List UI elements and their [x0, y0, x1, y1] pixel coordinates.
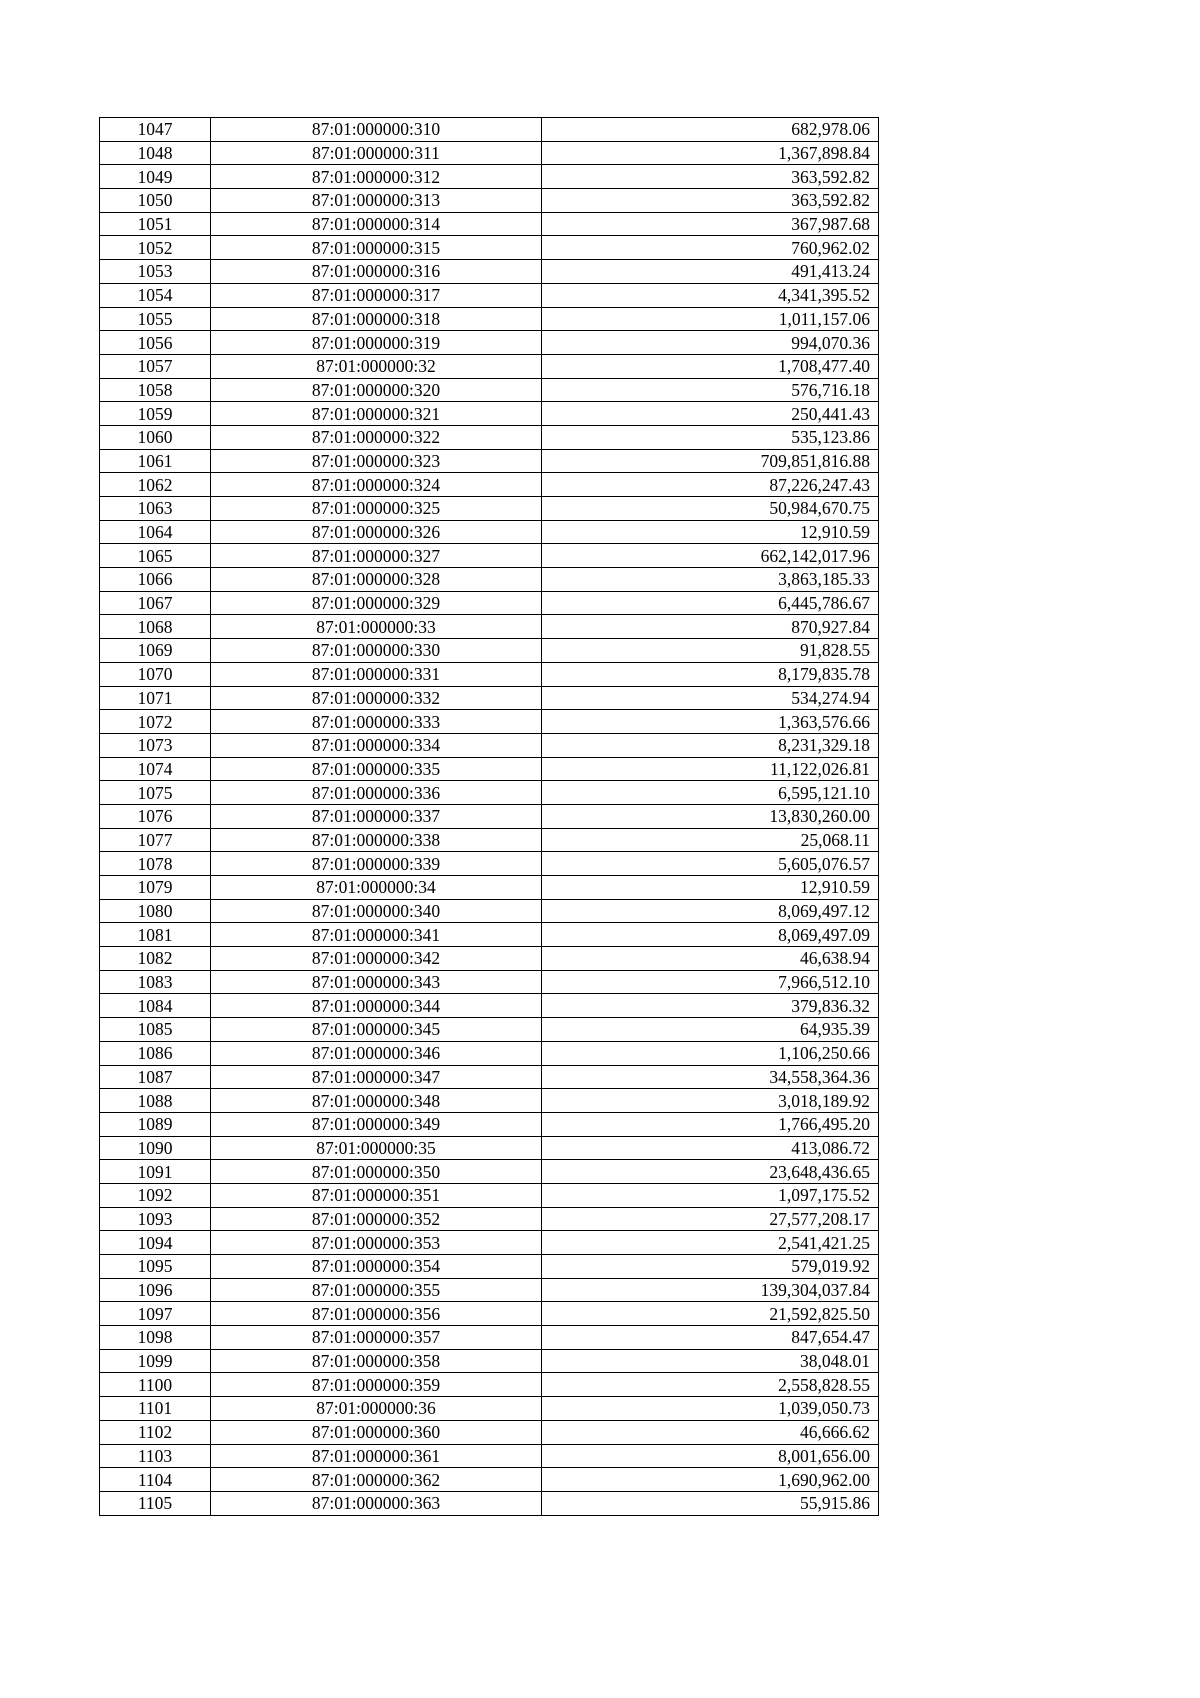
- table-row: [100, 947, 879, 971]
- cadastral-number-cell: 87:01:000000:348: [211, 1089, 542, 1113]
- cadastral-number-cell: 87:01:000000:352: [211, 1207, 542, 1231]
- row-number-cell: 1102: [100, 1420, 211, 1444]
- row-number-cell: 1101: [100, 1397, 211, 1421]
- value-cell: 847,654.47: [542, 1326, 879, 1350]
- table-row: [100, 354, 879, 378]
- row-number-cell: 1074: [100, 757, 211, 781]
- row-number-cell: 1082: [100, 947, 211, 971]
- value-cell: 6,595,121.10: [542, 781, 879, 805]
- table-row: [100, 899, 879, 923]
- table-row: [100, 970, 879, 994]
- table-row: [100, 1041, 879, 1065]
- value-cell: 682,978.06: [542, 118, 879, 142]
- value-cell: 7,966,512.10: [542, 970, 879, 994]
- value-cell: 34,558,364.36: [542, 1065, 879, 1089]
- cadastral-number-cell: 87:01:000000:350: [211, 1160, 542, 1184]
- cadastral-number-cell: 87:01:000000:322: [211, 425, 542, 449]
- row-number-cell: 1099: [100, 1349, 211, 1373]
- cadastral-number-cell: 87:01:000000:343: [211, 970, 542, 994]
- value-cell: 363,592.82: [542, 189, 879, 213]
- value-cell: 1,690,962.00: [542, 1468, 879, 1492]
- value-cell: 534,274.94: [542, 686, 879, 710]
- row-number-cell: 1064: [100, 520, 211, 544]
- table-row: [100, 804, 879, 828]
- cadastral-number-cell: 87:01:000000:324: [211, 473, 542, 497]
- cadastral-number-cell: 87:01:000000:326: [211, 520, 542, 544]
- table-row: [100, 591, 879, 615]
- row-number-cell: 1071: [100, 686, 211, 710]
- table-row: [100, 1207, 879, 1231]
- table-row: [100, 1018, 879, 1042]
- table-row: [100, 165, 879, 189]
- table-row: [100, 1491, 879, 1515]
- cadastral-number-cell: 87:01:000000:321: [211, 402, 542, 426]
- table-row: [100, 781, 879, 805]
- table-row: [100, 425, 879, 449]
- row-number-cell: 1070: [100, 662, 211, 686]
- value-cell: 8,231,329.18: [542, 733, 879, 757]
- table-row: [100, 1065, 879, 1089]
- cadastral-number-cell: 87:01:000000:323: [211, 449, 542, 473]
- value-cell: 1,106,250.66: [542, 1041, 879, 1065]
- cadastral-number-cell: 87:01:000000:333: [211, 710, 542, 734]
- table-row: [100, 402, 879, 426]
- value-cell: 1,363,576.66: [542, 710, 879, 734]
- cadastral-number-cell: 87:01:000000:336: [211, 781, 542, 805]
- value-cell: 25,068.11: [542, 828, 879, 852]
- row-number-cell: 1094: [100, 1231, 211, 1255]
- row-number-cell: 1049: [100, 165, 211, 189]
- value-cell: 379,836.32: [542, 994, 879, 1018]
- row-number-cell: 1067: [100, 591, 211, 615]
- cadastral-number-cell: 87:01:000000:344: [211, 994, 542, 1018]
- row-number-cell: 1055: [100, 307, 211, 331]
- value-cell: 2,541,421.25: [542, 1231, 879, 1255]
- table-row: [100, 1444, 879, 1468]
- cadastral-number-cell: 87:01:000000:357: [211, 1326, 542, 1350]
- row-number-cell: 1077: [100, 828, 211, 852]
- table-body: [100, 118, 879, 1516]
- table-row: [100, 710, 879, 734]
- cadastral-number-cell: 87:01:000000:320: [211, 378, 542, 402]
- table-row: [100, 1255, 879, 1279]
- table-row: [100, 757, 879, 781]
- table-row: [100, 639, 879, 663]
- row-number-cell: 1047: [100, 118, 211, 142]
- table-row: [100, 378, 879, 402]
- cadastral-number-cell: 87:01:000000:362: [211, 1468, 542, 1492]
- row-number-cell: 1086: [100, 1041, 211, 1065]
- cadastral-number-cell: 87:01:000000:341: [211, 923, 542, 947]
- row-number-cell: 1054: [100, 283, 211, 307]
- value-cell: 11,122,026.81: [542, 757, 879, 781]
- row-number-cell: 1087: [100, 1065, 211, 1089]
- cadastral-number-cell: 87:01:000000:317: [211, 283, 542, 307]
- row-number-cell: 1104: [100, 1468, 211, 1492]
- value-cell: 38,048.01: [542, 1349, 879, 1373]
- cadastral-number-cell: 87:01:000000:360: [211, 1420, 542, 1444]
- value-cell: 50,984,670.75: [542, 497, 879, 521]
- row-number-cell: 1073: [100, 733, 211, 757]
- value-cell: 13,830,260.00: [542, 804, 879, 828]
- table-row: [100, 1420, 879, 1444]
- row-number-cell: 1072: [100, 710, 211, 734]
- cadastral-number-cell: 87:01:000000:345: [211, 1018, 542, 1042]
- row-number-cell: 1050: [100, 189, 211, 213]
- value-cell: 250,441.43: [542, 402, 879, 426]
- cadastral-number-cell: 87:01:000000:342: [211, 947, 542, 971]
- value-cell: 12,910.59: [542, 520, 879, 544]
- row-number-cell: 1103: [100, 1444, 211, 1468]
- table-row: [100, 1136, 879, 1160]
- value-cell: 46,666.62: [542, 1420, 879, 1444]
- cadastral-number-cell: 87:01:000000:316: [211, 260, 542, 284]
- row-number-cell: 1068: [100, 615, 211, 639]
- table-row: [100, 449, 879, 473]
- cadastral-number-cell: 87:01:000000:363: [211, 1491, 542, 1515]
- row-number-cell: 1098: [100, 1326, 211, 1350]
- value-cell: 87,226,247.43: [542, 473, 879, 497]
- cadastral-number-cell: 87:01:000000:319: [211, 331, 542, 355]
- value-cell: 535,123.86: [542, 425, 879, 449]
- cadastral-number-cell: 87:01:000000:34: [211, 876, 542, 900]
- value-cell: 1,708,477.40: [542, 354, 879, 378]
- row-number-cell: 1096: [100, 1278, 211, 1302]
- row-number-cell: 1056: [100, 331, 211, 355]
- value-cell: 55,915.86: [542, 1491, 879, 1515]
- value-cell: 8,069,497.09: [542, 923, 879, 947]
- table-row: [100, 994, 879, 1018]
- row-number-cell: 1089: [100, 1112, 211, 1136]
- value-cell: 1,367,898.84: [542, 141, 879, 165]
- cadastral-number-cell: 87:01:000000:347: [211, 1065, 542, 1089]
- row-number-cell: 1058: [100, 378, 211, 402]
- value-cell: 12,910.59: [542, 876, 879, 900]
- row-number-cell: 1079: [100, 876, 211, 900]
- document-page: [99, 117, 879, 1516]
- cadastral-number-cell: 87:01:000000:351: [211, 1183, 542, 1207]
- row-number-cell: 1059: [100, 402, 211, 426]
- cadastral-number-cell: 87:01:000000:330: [211, 639, 542, 663]
- table-row: [100, 1112, 879, 1136]
- row-number-cell: 1052: [100, 236, 211, 260]
- cadastral-number-cell: 87:01:000000:332: [211, 686, 542, 710]
- cadastral-number-cell: 87:01:000000:356: [211, 1302, 542, 1326]
- table-row: [100, 544, 879, 568]
- row-number-cell: 1088: [100, 1089, 211, 1113]
- value-cell: 491,413.24: [542, 260, 879, 284]
- cadastral-number-cell: 87:01:000000:340: [211, 899, 542, 923]
- table-row: [100, 283, 879, 307]
- cadastral-number-cell: 87:01:000000:335: [211, 757, 542, 781]
- table-row: [100, 662, 879, 686]
- cadastral-number-cell: 87:01:000000:334: [211, 733, 542, 757]
- value-cell: 662,142,017.96: [542, 544, 879, 568]
- cadastral-number-cell: 87:01:000000:359: [211, 1373, 542, 1397]
- value-cell: 367,987.68: [542, 212, 879, 236]
- row-number-cell: 1051: [100, 212, 211, 236]
- cadastral-number-cell: 87:01:000000:337: [211, 804, 542, 828]
- cadastral-number-cell: 87:01:000000:361: [211, 1444, 542, 1468]
- value-cell: 8,179,835.78: [542, 662, 879, 686]
- row-number-cell: 1061: [100, 449, 211, 473]
- value-cell: 413,086.72: [542, 1136, 879, 1160]
- cadastral-number-cell: 87:01:000000:338: [211, 828, 542, 852]
- value-cell: 870,927.84: [542, 615, 879, 639]
- cadastral-number-cell: 87:01:000000:32: [211, 354, 542, 378]
- cadastral-number-cell: 87:01:000000:318: [211, 307, 542, 331]
- table-row: [100, 1397, 879, 1421]
- value-cell: 576,716.18: [542, 378, 879, 402]
- value-cell: 5,605,076.57: [542, 852, 879, 876]
- row-number-cell: 1081: [100, 923, 211, 947]
- value-cell: 709,851,816.88: [542, 449, 879, 473]
- table-row: [100, 1349, 879, 1373]
- cadastral-number-cell: 87:01:000000:311: [211, 141, 542, 165]
- value-cell: 91,828.55: [542, 639, 879, 663]
- cadastral-number-cell: 87:01:000000:358: [211, 1349, 542, 1373]
- table-row: [100, 1468, 879, 1492]
- table-row: [100, 1302, 879, 1326]
- cadastral-number-cell: 87:01:000000:339: [211, 852, 542, 876]
- cadastral-number-cell: 87:01:000000:313: [211, 189, 542, 213]
- value-cell: 8,069,497.12: [542, 899, 879, 923]
- cadastral-number-cell: 87:01:000000:327: [211, 544, 542, 568]
- table-row: [100, 307, 879, 331]
- table-row: [100, 568, 879, 592]
- row-number-cell: 1060: [100, 425, 211, 449]
- table-row: [100, 236, 879, 260]
- value-cell: 46,638.94: [542, 947, 879, 971]
- cadastral-number-cell: 87:01:000000:353: [211, 1231, 542, 1255]
- value-cell: 2,558,828.55: [542, 1373, 879, 1397]
- row-number-cell: 1069: [100, 639, 211, 663]
- value-cell: 994,070.36: [542, 331, 879, 355]
- table-row: [100, 212, 879, 236]
- row-number-cell: 1065: [100, 544, 211, 568]
- cadastral-number-cell: 87:01:000000:329: [211, 591, 542, 615]
- table-row: [100, 141, 879, 165]
- value-cell: 3,863,185.33: [542, 568, 879, 592]
- row-number-cell: 1063: [100, 497, 211, 521]
- cadastral-number-cell: 87:01:000000:355: [211, 1278, 542, 1302]
- row-number-cell: 1085: [100, 1018, 211, 1042]
- table-row: [100, 1373, 879, 1397]
- value-cell: 27,577,208.17: [542, 1207, 879, 1231]
- cadastral-number-cell: 87:01:000000:354: [211, 1255, 542, 1279]
- row-number-cell: 1066: [100, 568, 211, 592]
- table-row: [100, 260, 879, 284]
- table-row: [100, 852, 879, 876]
- cadastral-number-cell: 87:01:000000:314: [211, 212, 542, 236]
- row-number-cell: 1062: [100, 473, 211, 497]
- cadastral-value-table: [99, 117, 879, 1516]
- cadastral-number-cell: 87:01:000000:312: [211, 165, 542, 189]
- value-cell: 1,766,495.20: [542, 1112, 879, 1136]
- table-row: [100, 1231, 879, 1255]
- value-cell: 1,039,050.73: [542, 1397, 879, 1421]
- value-cell: 139,304,037.84: [542, 1278, 879, 1302]
- value-cell: 21,592,825.50: [542, 1302, 879, 1326]
- row-number-cell: 1084: [100, 994, 211, 1018]
- value-cell: 3,018,189.92: [542, 1089, 879, 1113]
- row-number-cell: 1093: [100, 1207, 211, 1231]
- table-row: [100, 686, 879, 710]
- table-row: [100, 1326, 879, 1350]
- table-row: [100, 923, 879, 947]
- row-number-cell: 1075: [100, 781, 211, 805]
- value-cell: 6,445,786.67: [542, 591, 879, 615]
- value-cell: 8,001,656.00: [542, 1444, 879, 1468]
- row-number-cell: 1078: [100, 852, 211, 876]
- value-cell: 363,592.82: [542, 165, 879, 189]
- table-row: [100, 520, 879, 544]
- table-row: [100, 473, 879, 497]
- cadastral-number-cell: 87:01:000000:315: [211, 236, 542, 260]
- row-number-cell: 1053: [100, 260, 211, 284]
- row-number-cell: 1095: [100, 1255, 211, 1279]
- row-number-cell: 1092: [100, 1183, 211, 1207]
- cadastral-number-cell: 87:01:000000:328: [211, 568, 542, 592]
- cadastral-number-cell: 87:01:000000:36: [211, 1397, 542, 1421]
- table-row: [100, 615, 879, 639]
- row-number-cell: 1091: [100, 1160, 211, 1184]
- table-row: [100, 1278, 879, 1302]
- cadastral-number-cell: 87:01:000000:35: [211, 1136, 542, 1160]
- row-number-cell: 1105: [100, 1491, 211, 1515]
- table-row: [100, 1183, 879, 1207]
- row-number-cell: 1100: [100, 1373, 211, 1397]
- row-number-cell: 1080: [100, 899, 211, 923]
- table-row: [100, 828, 879, 852]
- cadastral-number-cell: 87:01:000000:349: [211, 1112, 542, 1136]
- value-cell: 1,097,175.52: [542, 1183, 879, 1207]
- value-cell: 760,962.02: [542, 236, 879, 260]
- row-number-cell: 1048: [100, 141, 211, 165]
- row-number-cell: 1076: [100, 804, 211, 828]
- cadastral-number-cell: 87:01:000000:33: [211, 615, 542, 639]
- value-cell: 1,011,157.06: [542, 307, 879, 331]
- table-row: [100, 1089, 879, 1113]
- row-number-cell: 1090: [100, 1136, 211, 1160]
- value-cell: 4,341,395.52: [542, 283, 879, 307]
- value-cell: 579,019.92: [542, 1255, 879, 1279]
- table-row: [100, 331, 879, 355]
- table-row: [100, 118, 879, 142]
- table-row: [100, 1160, 879, 1184]
- row-number-cell: 1097: [100, 1302, 211, 1326]
- value-cell: 64,935.39: [542, 1018, 879, 1042]
- table-row: [100, 497, 879, 521]
- cadastral-number-cell: 87:01:000000:346: [211, 1041, 542, 1065]
- row-number-cell: 1083: [100, 970, 211, 994]
- table-row: [100, 189, 879, 213]
- value-cell: 23,648,436.65: [542, 1160, 879, 1184]
- row-number-cell: 1057: [100, 354, 211, 378]
- table-row: [100, 733, 879, 757]
- table-row: [100, 876, 879, 900]
- cadastral-number-cell: 87:01:000000:310: [211, 118, 542, 142]
- cadastral-number-cell: 87:01:000000:331: [211, 662, 542, 686]
- cadastral-number-cell: 87:01:000000:325: [211, 497, 542, 521]
